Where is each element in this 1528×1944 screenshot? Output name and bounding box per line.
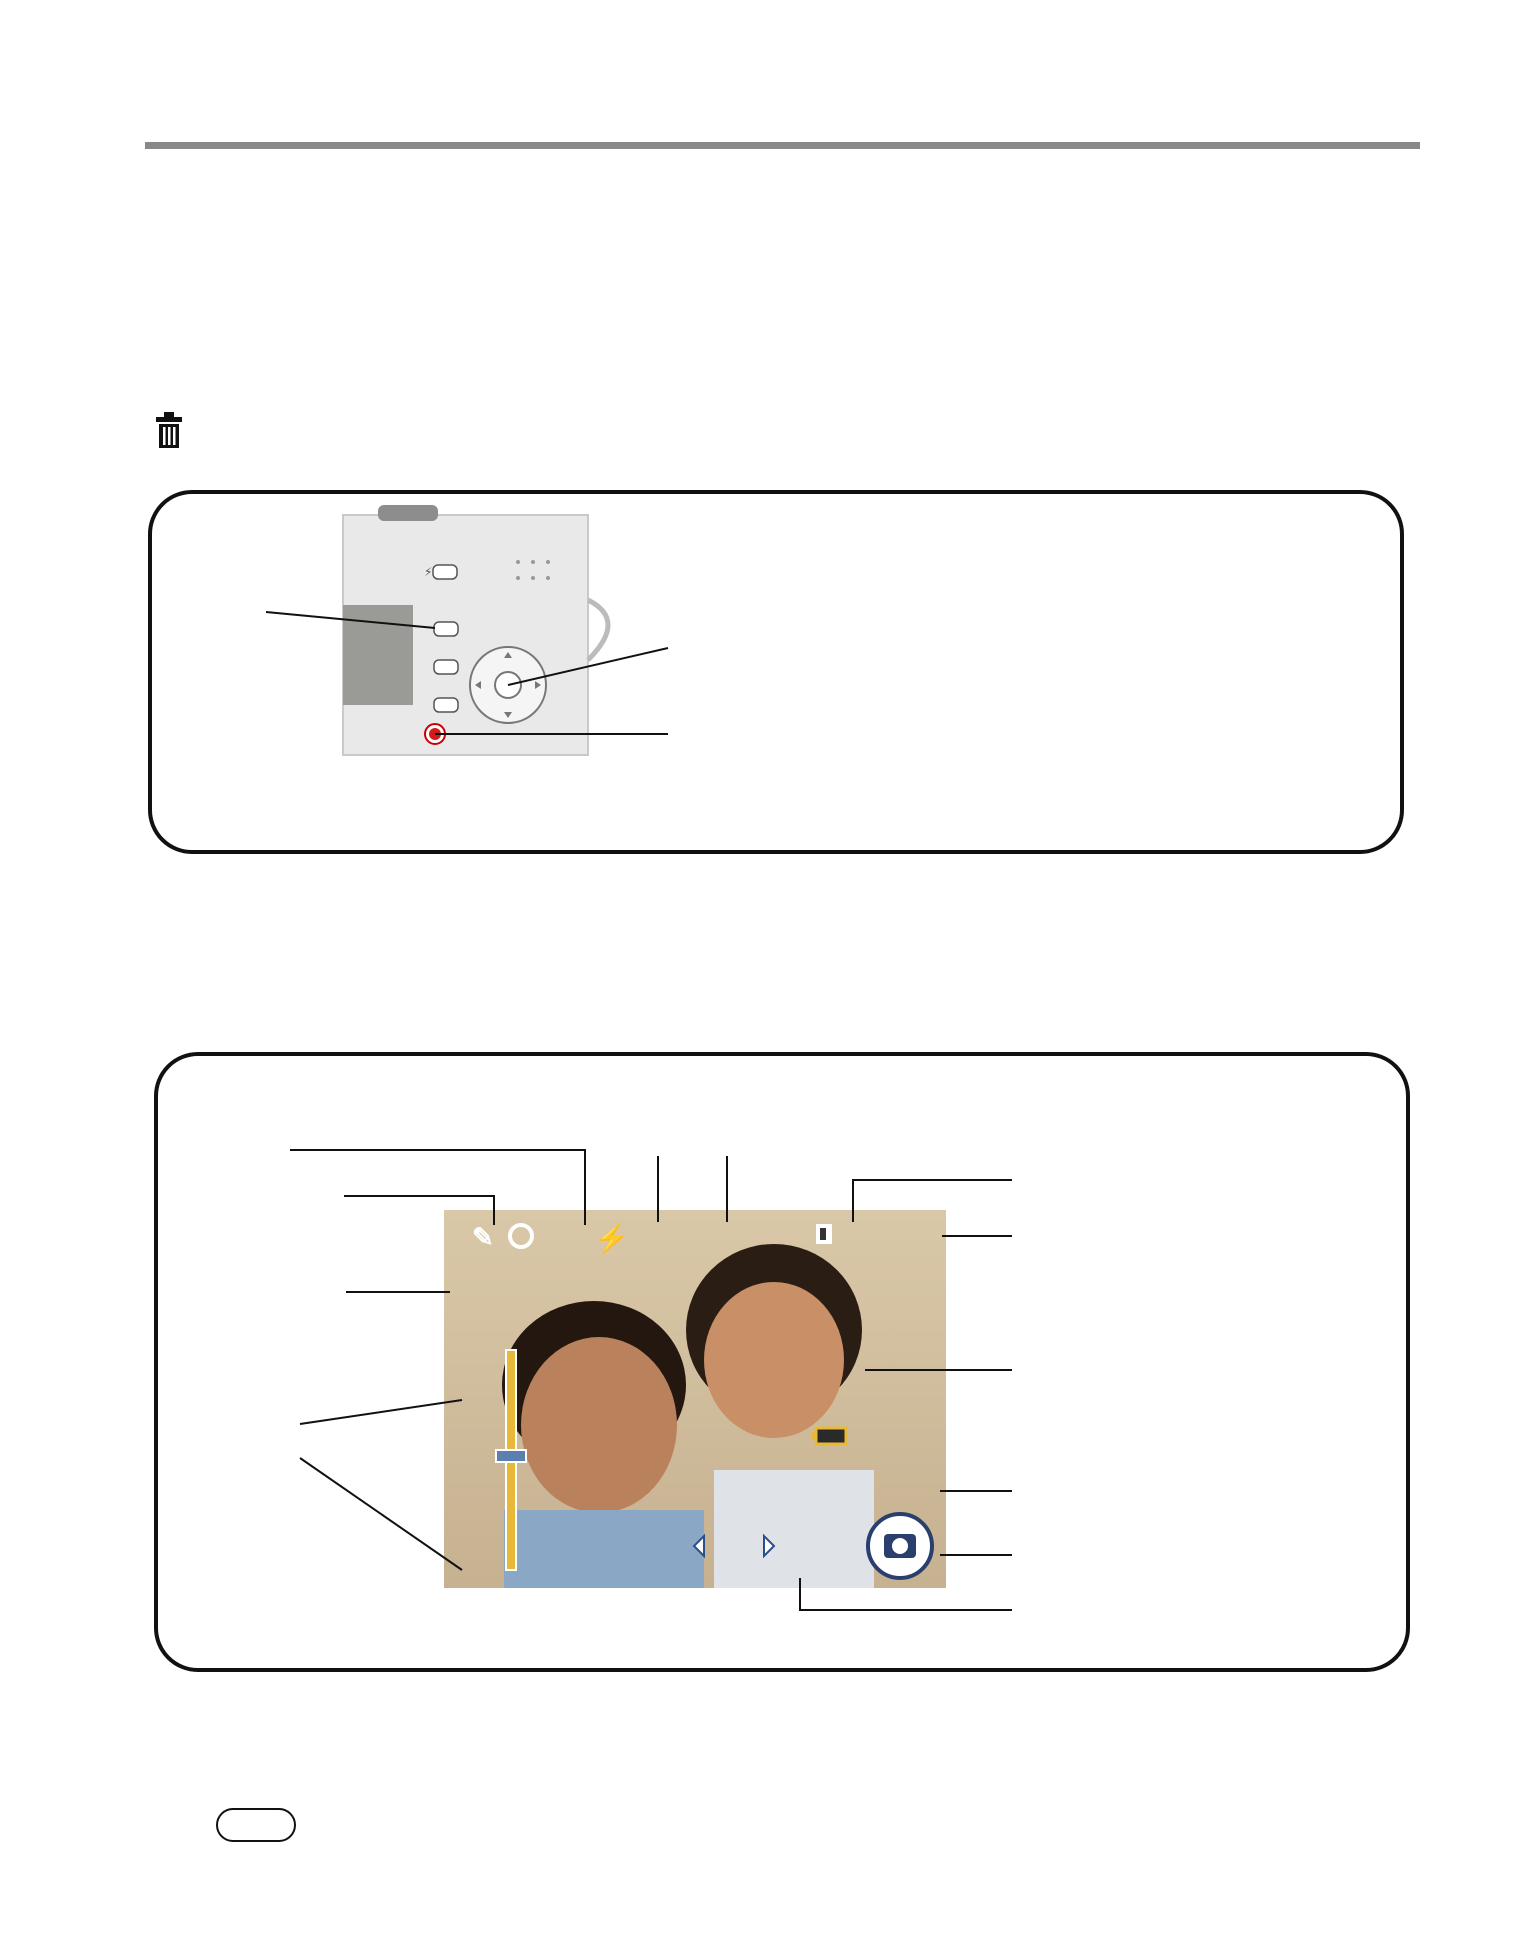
- flash-icon: ⚡: [594, 1223, 629, 1254]
- language-badge: [216, 1808, 296, 1842]
- date-stamp-icon: ✎: [472, 1222, 494, 1252]
- flash-glyph: ⚡: [424, 565, 433, 579]
